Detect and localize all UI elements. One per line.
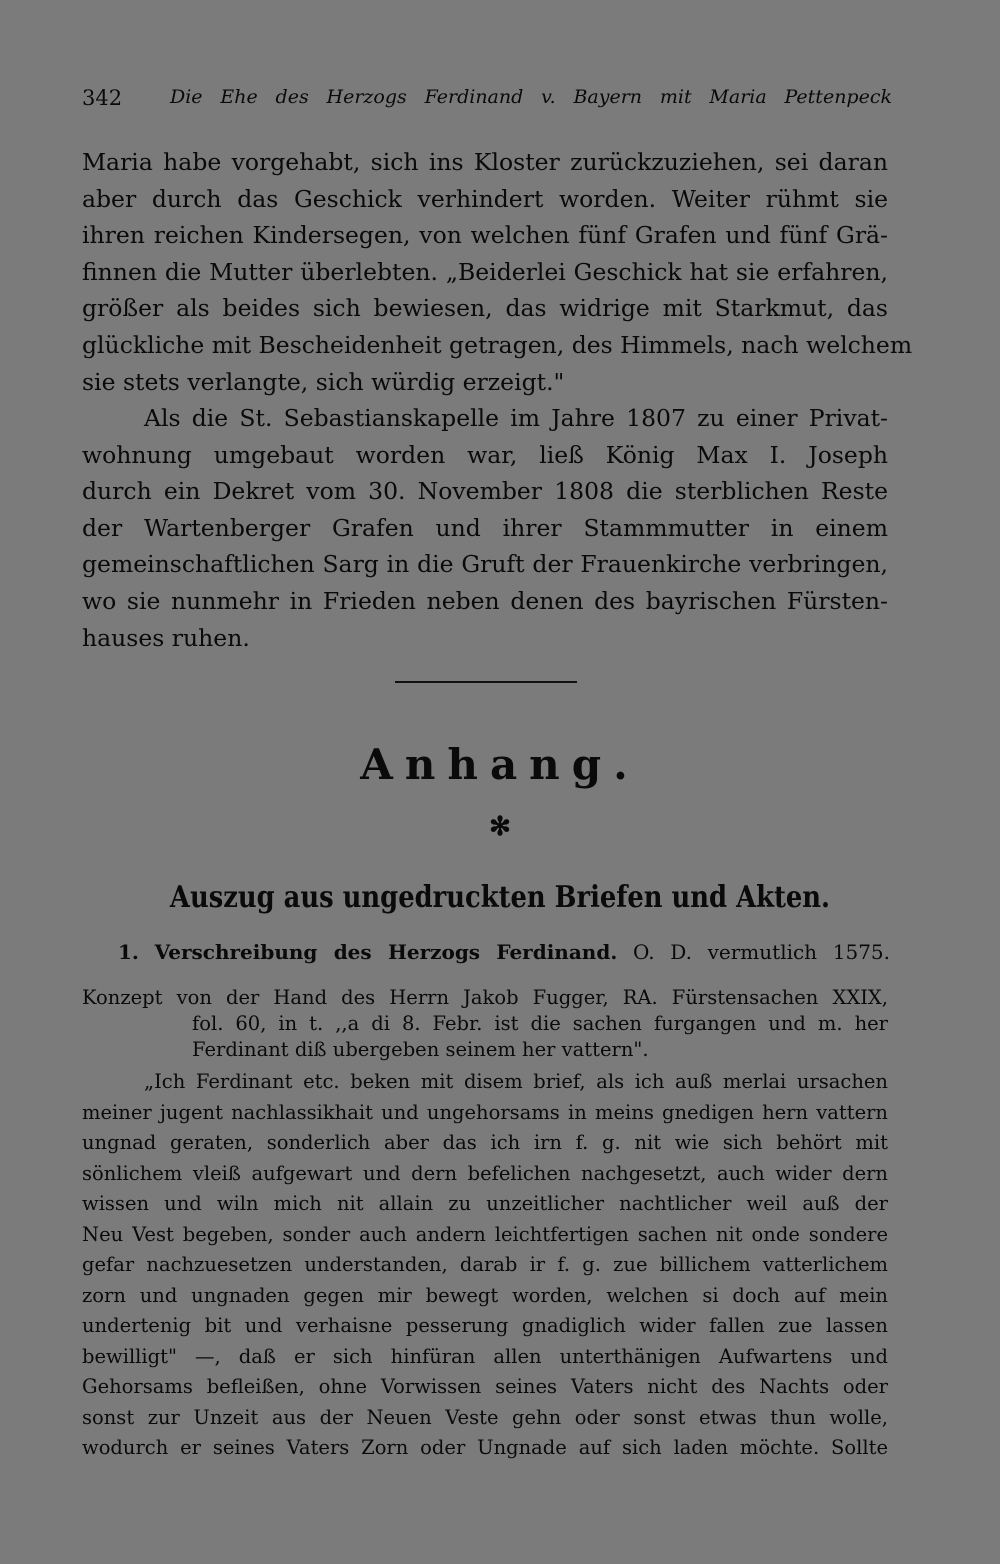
text-line: Gehorsams befleißen, ohne Vorwissen seines Vaters nicht des Nachts oder [82, 1375, 888, 1398]
text-line: durch ein Dekret vom 30. November 1808 die sterblichen Reste [82, 477, 888, 506]
page-header [82, 86, 892, 116]
body-paragraph-1 [82, 144, 913, 400]
text-line: „Ich Ferdinant etc. beken mit disem brief, als ich auß merlai ursachen [144, 1070, 888, 1093]
text-line: sonst zur Unzeit aus der Neuen Veste gehn oder sonst etwas thun wolle, [82, 1405, 888, 1429]
text-line: glückliche mit Bescheidenheit getragen, des Himmels, nach welchem [82, 330, 913, 359]
text-line: sie stets verlangte, sich würdig erzeigt." [82, 367, 565, 396]
text-line: bewilligt" —, daß er sich hinfüran allen unterthänigen Aufwartens und [82, 1344, 888, 1368]
body-paragraph-2 [82, 400, 888, 656]
text-line: Konzept von der Hand des Herrn Jakob Fugger, RA. Fürstensachen XXIX, [82, 986, 888, 1009]
text-line: Ferdinant diß ubergeben seinem her vattern". [192, 1038, 649, 1061]
text-line: undertenig bit und verhaisne pesserung gnadiglich wider fallen zue lassen [82, 1314, 888, 1337]
entry-title: Verschreibung des Herzogs Ferdinand. [154, 940, 618, 964]
text-line: gemeinschaftlichen Sarg in die Gruft der Frauenkirche verbringen, [82, 550, 888, 579]
ornament-icon: ✻ [489, 812, 511, 842]
text-line: aber durch das Geschick verhindert worden. Weiter rühmt sie [82, 184, 888, 213]
text-line: wodurch er seines Vaters Zorn oder Ungnade auf sich laden möchte. Sollte [82, 1436, 888, 1459]
section-divider [395, 681, 577, 683]
entry-date: O. D. vermutlich 1575. [632, 940, 891, 964]
appendix-title: Anhang. [360, 740, 640, 789]
running-title: Die Ehe des Herzogs Ferdinand v. Bayern mit Maria Pettenpeck [170, 86, 892, 108]
entry-heading [118, 940, 890, 964]
document-quote [82, 1067, 888, 1464]
page-number: 342 [82, 86, 123, 110]
text-line: wissen und wiln mich nit allain zu unzeitlicher nachtlicher weil auß der [82, 1192, 888, 1215]
text-line: wo sie nunmehr in Frieden neben denen des bayrischen Fürsten- [82, 586, 888, 615]
text-line: finnen die Mutter überlebten. „Beiderlei Geschick hat sie erfahren, [82, 257, 888, 286]
text-line: ungnad geraten, sonderlich aber das ich irn f. g. nit wie sich behört mit [82, 1131, 888, 1154]
source-note [82, 985, 888, 1063]
entry-number: 1. [118, 940, 139, 964]
text-line: meiner jugent nachlassikhait und ungehorsams in meins gnedigen hern vattern [82, 1100, 888, 1124]
text-line: Als die St. Sebastianskapelle im Jahre 1807 zu einer Privat- [144, 404, 888, 432]
text-line: der Wartenberger Grafen und ihrer Stammmutter in einem [82, 513, 888, 542]
text-line: Neu Vest begeben, sonder auch andern leichtfertigen sachen nit onde sondere [82, 1222, 888, 1246]
text-line: zorn und ungnaden gegen mir bewegt worden, welchen si doch auf mein [82, 1283, 888, 1307]
appendix-subtitle: Auszug aus ungedruckten Briefen und Akten. [169, 880, 831, 915]
text-line: fol. 60, in t. ,,a di 8. Febr. ist die sachen furgangen und m. her [192, 1012, 888, 1035]
text-line: wohnung umgebaut worden war, ließ König Max I. Joseph [82, 440, 888, 469]
text-line: Maria habe vorgehabt, sich ins Kloster zurückzuziehen, sei daran [82, 148, 888, 176]
text-line: gefar nachzuesetzen understanden, darab ir f. g. zue billichem vatterlichem [82, 1253, 888, 1276]
text-line: hauses ruhen. [82, 623, 250, 652]
text-line: sönlichem vleiß aufgewart und dern befelichen nachgesetzt, auch wider dern [82, 1161, 888, 1185]
text-line: ihren reichen Kindersegen, von welchen fünf Grafen und fünf Grä- [82, 221, 888, 250]
text-line: größer als beides sich bewiesen, das widrige mit Starkmut, das [82, 294, 888, 323]
